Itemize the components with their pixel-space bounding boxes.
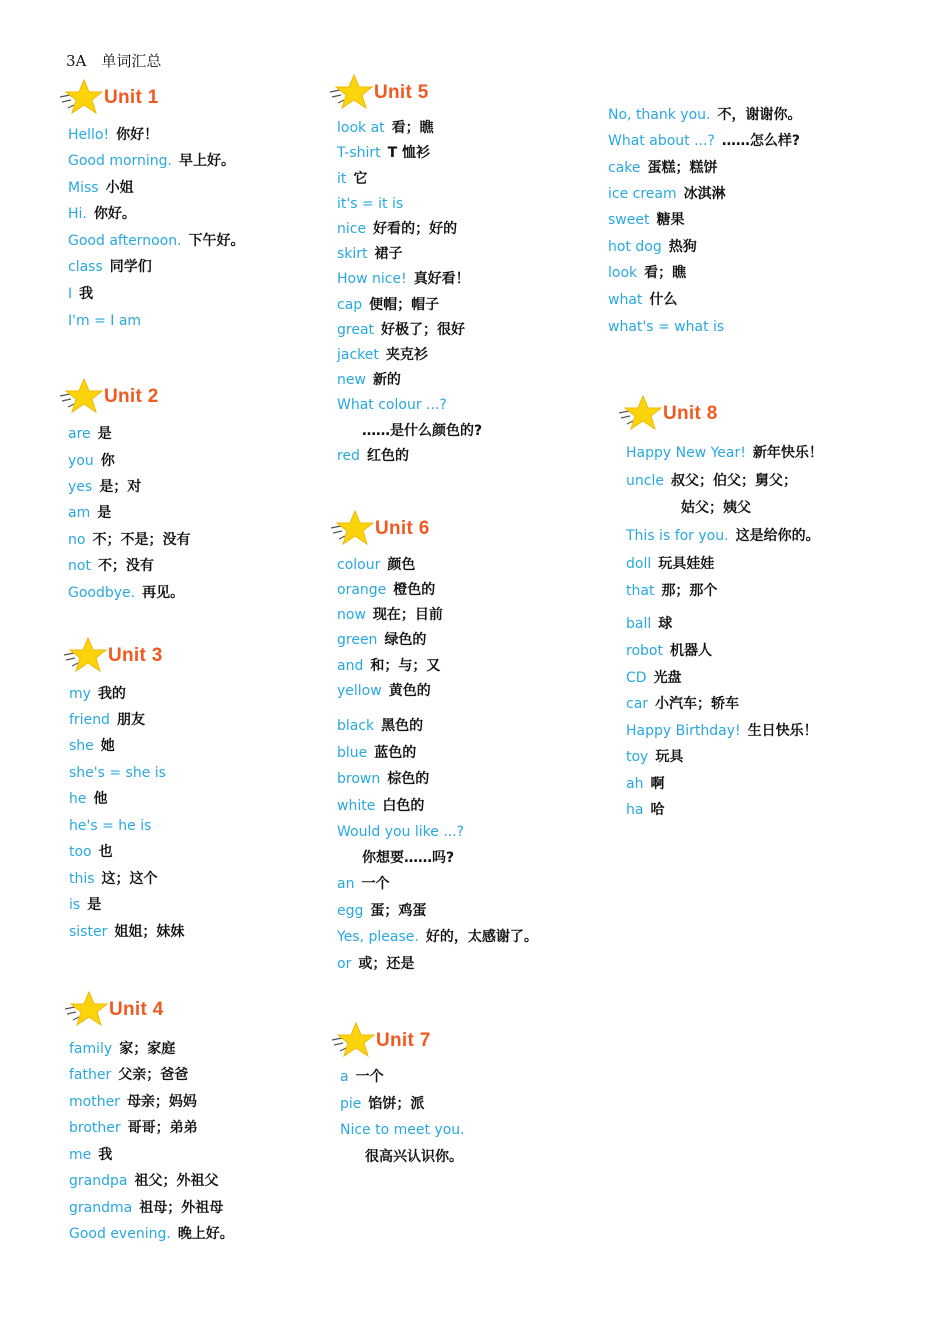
- vocab-entry: [337, 682, 431, 700]
- english-word: new: [337, 372, 366, 388]
- english-word: car: [626, 696, 649, 712]
- english-word: grandma: [69, 1200, 133, 1216]
- chinese-meaning: 它: [353, 171, 368, 187]
- vocab-entry: [69, 1066, 188, 1084]
- english-word: my: [69, 686, 91, 702]
- chinese-meaning: 我: [79, 286, 94, 302]
- english-word: a: [340, 1069, 349, 1085]
- english-word: she: [69, 738, 94, 754]
- english-word: no: [68, 532, 86, 548]
- english-word: class: [68, 259, 103, 275]
- chinese-meaning: 早上好。: [179, 153, 236, 169]
- vocab-entry: [68, 232, 245, 250]
- chinese-meaning: 你好。: [93, 206, 136, 222]
- english-word: I: [68, 286, 73, 302]
- english-word: and: [337, 658, 364, 674]
- chinese-meaning: 小姐: [105, 180, 134, 196]
- english-word: green: [337, 632, 378, 648]
- vocab-entry: [340, 1068, 384, 1086]
- vocab-entry: [626, 444, 823, 462]
- vocab-entry: [626, 582, 717, 600]
- chinese-meaning: 糖果: [656, 212, 685, 228]
- vocab-entry: [337, 902, 426, 920]
- english-word: nice: [337, 221, 367, 237]
- page-title: 3A 单词汇总: [66, 52, 162, 70]
- chinese-meaning: 或；还是: [358, 956, 415, 972]
- star-icon: [330, 1021, 376, 1061]
- chinese-meaning: 红色的: [366, 448, 409, 464]
- vocab-entry: [337, 581, 435, 599]
- english-word: father: [69, 1067, 112, 1083]
- vocab-entry: [337, 823, 471, 841]
- unit-label: Unit 2: [104, 386, 159, 407]
- chinese-meaning: 你好！: [116, 127, 159, 143]
- vocab-entry: [337, 396, 454, 414]
- chinese-meaning: ……怎么样?: [721, 133, 800, 149]
- vocab-entry: [68, 557, 154, 575]
- english-word: egg: [337, 903, 364, 919]
- chinese-meaning: 同学们: [109, 259, 152, 275]
- chinese-meaning: 姑父；姨父: [681, 500, 751, 516]
- english-word: No, thank you.: [608, 107, 711, 123]
- english-word: Miss: [68, 180, 99, 196]
- vocab-entry: [68, 478, 141, 496]
- english-word: hot dog: [608, 239, 662, 255]
- vocab-entry: [337, 296, 439, 314]
- english-word: now: [337, 607, 366, 623]
- english-word: skirt: [337, 246, 368, 262]
- vocab-entry: [626, 801, 664, 819]
- unit-2-heading: [58, 377, 258, 417]
- unit-label: Unit 4: [109, 999, 164, 1020]
- english-word: toy: [626, 749, 649, 765]
- english-word: family: [69, 1041, 113, 1057]
- english-word: that: [626, 583, 655, 599]
- chinese-meaning: 橙色的: [393, 582, 436, 598]
- english-word: I'm = I am: [68, 313, 142, 329]
- vocab-entry: [355, 422, 482, 440]
- unit-label: Unit 6: [375, 518, 430, 539]
- english-word: this: [69, 871, 95, 887]
- vocab-entry: [626, 642, 712, 660]
- vocab-entry: [337, 346, 428, 364]
- vocab-entry: [340, 1095, 424, 1113]
- vocab-entry: [69, 737, 115, 755]
- chinese-meaning: 热狗: [668, 239, 697, 255]
- english-word: sister: [69, 924, 108, 940]
- english-word: cap: [337, 297, 363, 313]
- english-word: How nice!: [337, 271, 407, 287]
- vocab-entry: [68, 312, 148, 330]
- chinese-meaning: 我的: [97, 686, 126, 702]
- english-word: robot: [626, 643, 663, 659]
- english-word: ha: [626, 802, 644, 818]
- english-word: Hi.: [68, 206, 87, 222]
- chinese-meaning: 是: [97, 426, 112, 442]
- english-word: jacket: [337, 347, 379, 363]
- chinese-meaning: 祖母；外祖母: [139, 1200, 224, 1216]
- chinese-meaning: 颜色: [387, 557, 416, 573]
- unit-label: Unit 7: [376, 1030, 431, 1051]
- chinese-meaning: 黑色的: [381, 718, 424, 734]
- vocab-entry: [626, 722, 818, 740]
- vocab-entry: [674, 499, 751, 517]
- english-word: Would you like ...?: [337, 824, 465, 840]
- chinese-meaning: T 恤衫: [387, 145, 431, 161]
- english-word: sweet: [608, 212, 650, 228]
- chinese-meaning: 裙子: [374, 246, 403, 262]
- english-word: Happy New Year!: [626, 445, 746, 461]
- chinese-meaning: 家；家庭: [119, 1041, 176, 1057]
- vocab-entry: [69, 817, 158, 835]
- english-word: mother: [69, 1094, 120, 1110]
- chinese-meaning: 是；对: [99, 479, 142, 495]
- chinese-meaning: 姐姐；妹妹: [114, 924, 185, 940]
- vocab-entry: [69, 1199, 223, 1217]
- chinese-meaning: 叔父；伯父；舅父；: [670, 473, 797, 489]
- vocab-entry: [608, 318, 731, 336]
- star-icon: [329, 509, 375, 549]
- chinese-meaning: 是: [87, 897, 102, 913]
- vocab-entry: [337, 321, 465, 339]
- english-word: Hello!: [68, 127, 110, 143]
- chinese-meaning: 她: [100, 738, 115, 754]
- chinese-meaning: 你想要……吗?: [362, 850, 455, 866]
- english-word: Yes, please.: [337, 929, 419, 945]
- chinese-meaning: 一个: [361, 876, 390, 892]
- vocab-entry: [608, 264, 686, 282]
- chinese-meaning: 什么: [649, 292, 678, 308]
- vocab-entry: [608, 185, 726, 203]
- english-word: What about ...?: [608, 133, 715, 149]
- english-word: T-shirt: [337, 145, 381, 161]
- english-word: brother: [69, 1120, 121, 1136]
- vocab-entry: [337, 170, 367, 188]
- star-icon: [62, 636, 108, 676]
- english-word: me: [69, 1147, 92, 1163]
- vocab-entry: [69, 764, 173, 782]
- chinese-meaning: 是: [97, 505, 112, 521]
- vocab-entry: [337, 556, 415, 574]
- chinese-meaning: 好极了；很好: [381, 322, 466, 338]
- chinese-meaning: 冰淇淋: [683, 186, 726, 202]
- vocab-entry: [337, 371, 401, 389]
- vocab-entry: [608, 291, 677, 309]
- english-word: what: [608, 292, 643, 308]
- english-word: What colour ...?: [337, 397, 447, 413]
- chinese-meaning: 这；这个: [101, 871, 158, 887]
- vocab-entry: [68, 425, 112, 443]
- chinese-meaning: 黄色的: [388, 683, 431, 699]
- english-word: red: [337, 448, 360, 464]
- chinese-meaning: 哈: [650, 802, 665, 818]
- vocab-entry: [626, 748, 683, 766]
- vocab-entry: [69, 1172, 218, 1190]
- chinese-meaning: 蓝色的: [374, 745, 417, 761]
- chinese-meaning: 生日快乐！: [747, 723, 818, 739]
- english-word: what's = what is: [608, 319, 725, 335]
- vocab-entry: [337, 955, 414, 973]
- vocab-entry: [608, 238, 697, 256]
- chinese-meaning: 球: [658, 616, 673, 632]
- english-word: Happy Birthday!: [626, 723, 741, 739]
- chinese-meaning: 母亲；妈妈: [126, 1094, 197, 1110]
- vocab-entry: [337, 119, 434, 137]
- chinese-meaning: 父亲；爸爸: [118, 1067, 189, 1083]
- chinese-meaning: 祖父；外祖父: [134, 1173, 219, 1189]
- english-word: friend: [69, 712, 110, 728]
- vocab-entry: [608, 211, 684, 229]
- vocab-entry: [340, 1121, 472, 1139]
- vocab-entry: [337, 606, 443, 624]
- chinese-meaning: 很高兴认识你。: [365, 1149, 463, 1165]
- english-word: yellow: [337, 683, 382, 699]
- unit-4-heading: [63, 990, 263, 1030]
- star-icon: [58, 78, 104, 118]
- chinese-meaning: 真好看！: [413, 271, 470, 287]
- english-word: doll: [626, 556, 652, 572]
- english-word: Goodbye.: [68, 585, 136, 601]
- english-word: This is for you.: [626, 528, 729, 544]
- vocab-entry: [337, 195, 410, 213]
- chinese-meaning: 光盘: [653, 670, 682, 686]
- english-word: is: [69, 897, 81, 913]
- chinese-meaning: 下午好。: [188, 233, 245, 249]
- english-word: not: [68, 558, 91, 574]
- vocab-entry: [337, 144, 430, 162]
- english-word: white: [337, 798, 376, 814]
- chinese-meaning: 白色的: [382, 798, 425, 814]
- vocab-entry: [337, 797, 424, 815]
- vocab-entry: [68, 584, 184, 602]
- english-word: she's = she is: [69, 765, 166, 781]
- english-word: ah: [626, 776, 644, 792]
- chinese-meaning: 晚上好。: [177, 1226, 234, 1242]
- chinese-meaning: 这是给你的。: [735, 528, 820, 544]
- english-word: grandpa: [69, 1173, 128, 1189]
- english-word: it: [337, 171, 347, 187]
- english-word: uncle: [626, 473, 664, 489]
- vocab-entry: [68, 504, 111, 522]
- chinese-meaning: 现在；目前: [372, 607, 443, 623]
- english-word: black: [337, 718, 375, 734]
- chinese-meaning: 新年快乐！: [752, 445, 823, 461]
- english-word: ball: [626, 616, 652, 632]
- english-word: he: [69, 791, 87, 807]
- vocab-entry: [358, 1148, 463, 1166]
- vocab-entry: [608, 132, 800, 150]
- star-icon: [617, 394, 663, 434]
- vocab-entry: [68, 531, 190, 549]
- english-word: you: [68, 453, 94, 469]
- unit-label: Unit 3: [108, 645, 163, 666]
- vocab-entry: [69, 685, 126, 703]
- english-word: it's = it is: [337, 196, 404, 212]
- vocab-entry: [68, 126, 158, 144]
- english-word: are: [68, 426, 91, 442]
- vocab-entry: [337, 717, 423, 735]
- vocab-entry: [337, 631, 426, 649]
- chinese-meaning: 朋友: [116, 712, 145, 728]
- vocab-entry: [68, 285, 93, 303]
- english-word: Good morning.: [68, 153, 173, 169]
- vocab-entry: [69, 1119, 198, 1137]
- english-word: look: [608, 265, 638, 281]
- star-icon: [328, 73, 374, 113]
- vocab-entry: [355, 849, 454, 867]
- english-word: blue: [337, 745, 368, 761]
- chinese-meaning: 一个: [355, 1069, 384, 1085]
- english-word: look at: [337, 120, 385, 136]
- vocab-entry: [68, 179, 134, 197]
- unit-7-heading: [330, 1021, 530, 1061]
- chinese-meaning: ……是什么颜色的?: [362, 423, 483, 439]
- vocab-entry: [337, 657, 440, 675]
- unit-3-heading: [62, 636, 262, 676]
- vocab-entry: [626, 775, 664, 793]
- unit-5-heading: [328, 73, 528, 113]
- english-word: am: [68, 505, 91, 521]
- chinese-meaning: 我: [98, 1147, 113, 1163]
- vocab-entry: [69, 1093, 197, 1111]
- vocab-entry: [337, 220, 457, 238]
- english-word: ice cream: [608, 186, 677, 202]
- english-word: yes: [68, 479, 93, 495]
- chinese-meaning: 也: [98, 844, 113, 860]
- vocab-entry: [626, 615, 672, 633]
- vocab-entry: [337, 744, 416, 762]
- vocab-entry: [69, 843, 113, 861]
- english-word: cake: [608, 160, 641, 176]
- vocab-entry: [626, 555, 714, 573]
- unit-8-heading: [617, 394, 817, 434]
- english-word: too: [69, 844, 92, 860]
- english-word: or: [337, 956, 352, 972]
- english-word: CD: [626, 670, 647, 686]
- english-word: colour: [337, 557, 381, 573]
- vocab-entry: [626, 472, 797, 490]
- vocab-entry: [69, 711, 145, 729]
- english-word: great: [337, 322, 375, 338]
- english-word: pie: [340, 1096, 362, 1112]
- english-word: Nice to meet you.: [340, 1122, 465, 1138]
- english-word: brown: [337, 771, 381, 787]
- chinese-meaning: 玩具娃娃: [658, 556, 715, 572]
- vocab-entry: [68, 258, 152, 276]
- vocab-entry: [608, 159, 718, 177]
- english-word: Good afternoon.: [68, 233, 182, 249]
- chinese-meaning: 你: [100, 453, 115, 469]
- vocab-entry: [337, 770, 429, 788]
- star-icon: [58, 377, 104, 417]
- chinese-meaning: 棕色的: [387, 771, 430, 787]
- vocab-entry: [69, 790, 108, 808]
- chinese-meaning: 便帽；帽子: [369, 297, 440, 313]
- chinese-meaning: 不，谢谢你。: [717, 107, 802, 123]
- vocab-entry: [69, 1225, 234, 1243]
- chinese-meaning: 夹克衫: [385, 347, 428, 363]
- chinese-meaning: 绿色的: [384, 632, 427, 648]
- vocab-entry: [68, 205, 136, 223]
- chinese-meaning: 那；那个: [661, 583, 718, 599]
- star-icon: [63, 990, 109, 1030]
- chinese-meaning: 看；瞧: [391, 120, 434, 136]
- chinese-meaning: 哥哥；弟弟: [127, 1120, 198, 1136]
- english-word: he's = he is: [69, 818, 152, 834]
- vocab-entry: [337, 928, 538, 946]
- chinese-meaning: 馅饼；派: [368, 1096, 425, 1112]
- unit-1-heading: [58, 78, 258, 118]
- vocab-entry: [337, 447, 409, 465]
- vocab-entry: [68, 452, 115, 470]
- unit-label: Unit 1: [104, 87, 159, 108]
- chinese-meaning: 玩具: [655, 749, 684, 765]
- chinese-meaning: 新的: [372, 372, 401, 388]
- chinese-meaning: 不；没有: [97, 558, 154, 574]
- chinese-meaning: 好的，太感谢了。: [425, 929, 538, 945]
- english-word: orange: [337, 582, 387, 598]
- vocab-entry: [69, 923, 184, 941]
- vocab-entry: [69, 1040, 175, 1058]
- vocab-entry: [608, 106, 801, 124]
- chinese-meaning: 好看的；好的: [373, 221, 458, 237]
- chinese-meaning: 机器人: [669, 643, 712, 659]
- vocab-entry: [626, 695, 739, 713]
- vocab-entry: [337, 245, 403, 263]
- unit-label: Unit 8: [663, 403, 718, 424]
- english-word: Good evening.: [69, 1226, 171, 1242]
- chinese-meaning: 和；与；又: [370, 658, 441, 674]
- chinese-meaning: 啊: [650, 776, 665, 792]
- chinese-meaning: 蛋糕；糕饼: [647, 160, 718, 176]
- chinese-meaning: 蛋；鸡蛋: [370, 903, 427, 919]
- vocab-entry: [626, 527, 820, 545]
- english-word: an: [337, 876, 355, 892]
- vocab-entry: [68, 152, 235, 170]
- vocab-entry: [337, 270, 470, 288]
- chinese-meaning: 他: [93, 791, 108, 807]
- unit-6-heading: [329, 509, 529, 549]
- chinese-meaning: 看；瞧: [644, 265, 687, 281]
- vocab-entry: [337, 875, 389, 893]
- unit-label: Unit 5: [374, 82, 429, 103]
- vocab-entry: [69, 1146, 112, 1164]
- vocab-entry: [69, 870, 158, 888]
- vocab-entry: [626, 669, 682, 687]
- vocab-entry: [69, 896, 101, 914]
- chinese-meaning: 再见。: [142, 585, 185, 601]
- chinese-meaning: 小汽车；轿车: [655, 696, 740, 712]
- chinese-meaning: 不；不是；没有: [92, 532, 191, 548]
